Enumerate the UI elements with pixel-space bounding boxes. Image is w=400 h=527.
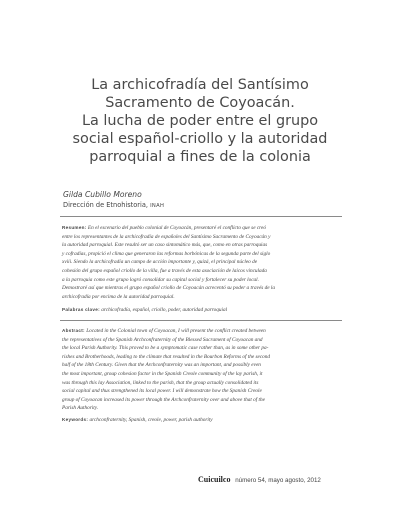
palabras-clave-label: Palabras clave:	[62, 307, 100, 312]
resumen-line: cohesión del grupo español criollo de la villa, fue a través de esta asociación de laicos vinculada	[62, 267, 267, 274]
abstract-line: the representatives of the Spanish Archconfraternity of the Blessed Sacrament of Coyoacan and	[62, 336, 263, 343]
title-line: social español-criollo y la autoridad	[72, 131, 328, 147]
resumen-line: la autoridad parroquial. Este resultó ser un caso sintomático más, que, como en otras parroquias	[62, 242, 268, 249]
keywords-text: archconfraternity, Spanish, creole, power, parish authority	[89, 417, 213, 423]
abstract-line: Parish Authority.	[62, 405, 99, 412]
title-line: Sacramento de Coyoacán.	[105, 95, 295, 111]
title-line: La lucha de poder entre el grupo	[81, 113, 319, 129]
affiliation-institution: INAH	[150, 203, 165, 209]
issue-info: número 54, mayo agosto, 2012	[235, 477, 321, 484]
divider	[60, 216, 342, 217]
journal-logo: Cuicuilco	[198, 475, 231, 484]
article-title	[60, 76, 340, 166]
abstract-line: the local Parish Authority. This proved to be a symptomatic case rather than, as in some other pa-	[62, 345, 269, 352]
resumen-line: Demostraré así que mientras el grupo español criollo de Coyoacán acrecentó su poder a través de la	[62, 285, 275, 292]
abstract-line: half of the 18th Century. Given that the Archconfraternity was an important, and possibly even	[62, 362, 261, 369]
resumen-line: entre los representantes de la archicofradía de españoles del Santísimo Sacramento de Coyoacán y	[62, 233, 271, 240]
abstract-line: Abstract: Located in the Colonial town of Coyoacan, I will present the conflict created between	[62, 328, 266, 334]
resumen-paragraph	[62, 224, 342, 301]
title-line: parroquial a fines de la colonia	[89, 149, 311, 165]
abstract-line: was through this lay Association, linked to the parish, that the group actually consolidated its	[62, 379, 259, 386]
resumen-label: Resumen:	[62, 225, 87, 230]
keywords-label: Keywords:	[62, 417, 89, 422]
divider	[60, 320, 342, 321]
resumen-line: archicofradía por encima de la autoridad parroquial.	[62, 293, 175, 300]
abstract-line: social capital and thus strengthened its local power. I will demonstrate how the Spanish Creole	[62, 388, 262, 395]
title-line: La archicofradía del Santísimo	[91, 77, 309, 93]
affiliation-text: Dirección de Etnohistoria,	[63, 201, 148, 209]
abstract-paragraph	[62, 327, 342, 413]
palabras-clave	[62, 306, 342, 315]
resumen-line: y cofradías, propició el clima que generaron las reformas borbónicas de la segunda parte del siglo	[62, 250, 271, 257]
page-footer	[198, 475, 321, 484]
author-name: Gilda Cubillo Moreno	[63, 190, 142, 199]
abstract-line: the most important, group cohesion factor in the Spanish Creole community of the lay parish, it	[62, 370, 263, 377]
resumen-line: a la parroquia como este grupo logró consolidar su capital social y fortalecer su poder local.	[62, 276, 259, 283]
keywords	[62, 416, 342, 425]
resumen-line: xviii. Siendo la archicofradía un campo de acción importante y, quizá, el principal núcleo de	[62, 259, 258, 266]
author-affiliation	[63, 201, 164, 209]
abstract-label: Abstract:	[62, 328, 85, 333]
resumen-line: Resumen: En el escenario del pueblo colonial de Coyoacán, presentaré el conflicto que se creó	[62, 225, 266, 231]
abstract-line: rishes and Brotherhoods, leading to the climate that resulted in the Bourbon Reforms of the second	[62, 353, 271, 360]
palabras-clave-text: archicofradía, español, criollo, poder, autoridad parroquial	[101, 307, 228, 313]
abstract-line: group of Coyoacan increased its power through the Archconfraternity over and above that of the	[62, 396, 265, 403]
